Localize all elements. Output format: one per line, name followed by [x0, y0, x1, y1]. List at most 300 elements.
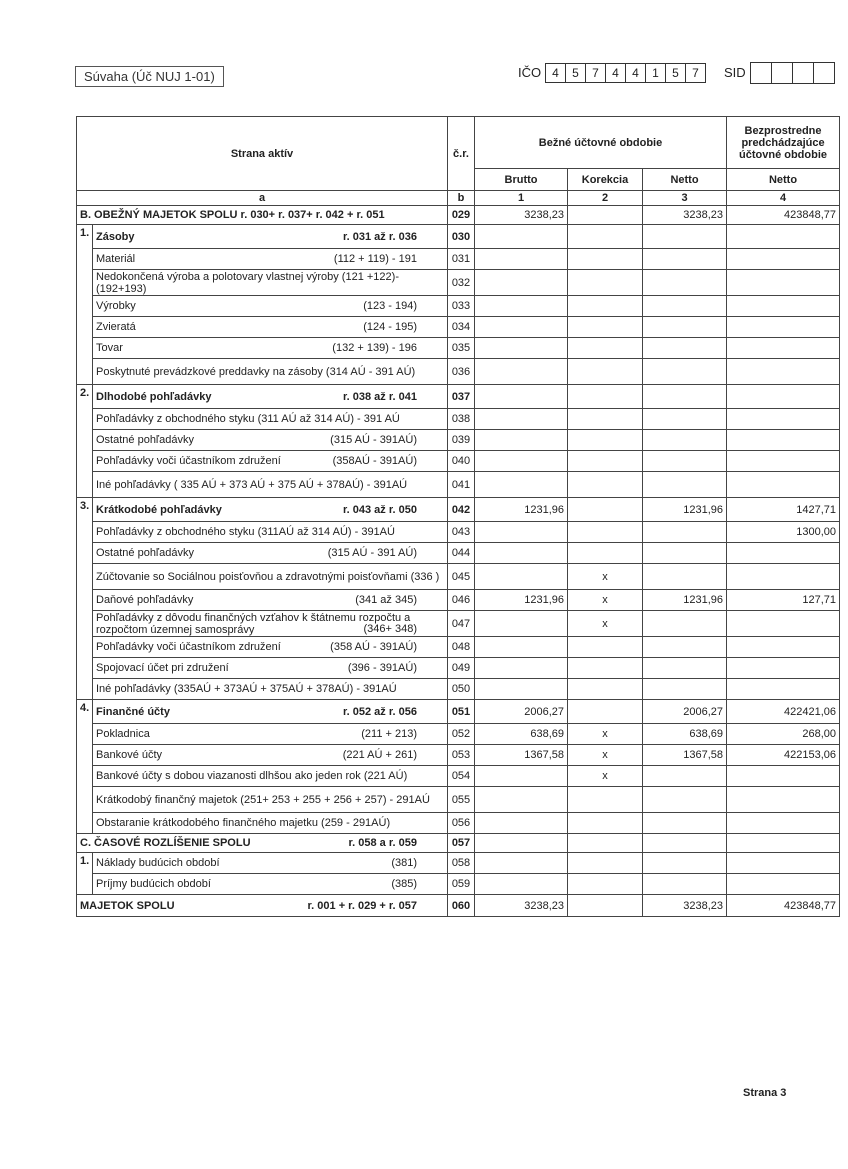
- cell-brutto: [475, 385, 568, 409]
- cell-korekcia: [568, 787, 643, 813]
- section-index: 1.: [77, 225, 93, 385]
- row-code: 045: [448, 564, 475, 590]
- row-description: [93, 359, 448, 385]
- row-code: 053: [448, 745, 475, 766]
- cell-netto-prev: [727, 270, 840, 296]
- cell-netto-prev: 422421,06: [727, 700, 840, 724]
- cell-netto: 3238,23: [643, 895, 727, 917]
- header-netto-prev: Netto: [727, 169, 840, 191]
- section-formula: r. 052 až r. 056: [342, 705, 417, 718]
- row-description: [93, 874, 448, 895]
- table-row: [77, 472, 840, 498]
- row-code: 030: [448, 225, 475, 249]
- row-code: 059: [448, 874, 475, 895]
- cell-brutto: [475, 225, 568, 249]
- table-row-section: [77, 700, 840, 724]
- ico-digit: 7: [692, 66, 699, 80]
- cell-brutto: 3238,23: [475, 206, 568, 225]
- row-description: [93, 451, 448, 472]
- cell-korekcia: [568, 522, 643, 543]
- col-3: 3: [643, 191, 727, 206]
- cell-netto: [643, 225, 727, 249]
- col-4: 4: [727, 191, 840, 206]
- row-formula: (112 + 119) - 191: [333, 253, 417, 265]
- cell-netto: 638,69: [643, 724, 727, 745]
- total-c-formula: r. 058 a r. 059: [348, 837, 417, 849]
- cell-netto: [643, 874, 727, 895]
- cell-brutto: [475, 813, 568, 834]
- cell-korekcia: [568, 679, 643, 700]
- row-formula: (315 AÚ - 391 AÚ): [327, 547, 417, 559]
- cell-netto-prev: [727, 874, 840, 895]
- row-code: 060: [448, 895, 475, 917]
- sid-box: [751, 63, 772, 83]
- cell-netto: [643, 679, 727, 700]
- table-row: [77, 787, 840, 813]
- row-code: 051: [448, 700, 475, 724]
- row-code: 055: [448, 787, 475, 813]
- row-code: 042: [448, 498, 475, 522]
- row-code: 040: [448, 451, 475, 472]
- row-label: Materiál: [96, 253, 136, 265]
- table-row: [77, 409, 840, 430]
- total-c-label: C. ČASOVÉ ROZLÍŠENIE SPOLU: [80, 837, 251, 849]
- cell-netto: [643, 249, 727, 270]
- row-formula: (358AÚ - 391AÚ): [332, 455, 417, 467]
- row-code: 037: [448, 385, 475, 409]
- row-label: Bankové účty: [96, 749, 163, 761]
- header-netto: Netto: [643, 169, 727, 191]
- sid-box: [772, 63, 793, 83]
- table-row: [77, 296, 840, 317]
- table-row-section: [77, 385, 840, 409]
- cell-brutto: [475, 338, 568, 359]
- row-label: Ostatné pohľadávky: [96, 434, 194, 446]
- cell-netto-prev: [727, 385, 840, 409]
- row-code: 033: [448, 296, 475, 317]
- cell-netto: 1231,96: [643, 590, 727, 611]
- row-formula: (315 AÚ - 391AÚ): [330, 434, 417, 446]
- row-code: 058: [448, 853, 475, 874]
- row-label: Zvieratá: [96, 321, 136, 333]
- table-body: [77, 206, 840, 917]
- cell-netto: [643, 338, 727, 359]
- col-1: 1: [475, 191, 568, 206]
- row-formula: (123 - 194): [363, 300, 417, 312]
- total-c-desc: [77, 834, 448, 853]
- row-description: [93, 564, 448, 590]
- row-code: 038: [448, 409, 475, 430]
- cell-korekcia: x: [568, 564, 643, 590]
- cell-netto: 1231,96: [643, 498, 727, 522]
- balance-sheet-table: [76, 116, 840, 917]
- row-description: [93, 637, 448, 658]
- cell-korekcia: [568, 451, 643, 472]
- row-label: Iné pohľadávky (335AÚ + 373AÚ + 375AÚ + 378AÚ) - 391AÚ: [96, 683, 397, 695]
- cell-netto-prev: 423848,77: [727, 895, 840, 917]
- ico-digit: 5: [566, 64, 586, 82]
- row-description: [93, 317, 448, 338]
- row-formula: (346+ 348): [363, 623, 417, 635]
- cell-brutto: 638,69: [475, 724, 568, 745]
- cell-brutto: [475, 874, 568, 895]
- row-description: [93, 338, 448, 359]
- table-row: [77, 611, 840, 637]
- cell-netto-prev: 423848,77: [727, 206, 840, 225]
- section-index: 2.: [77, 385, 93, 498]
- table-row: [77, 564, 840, 590]
- sid-label: SID: [724, 65, 746, 80]
- cell-brutto: [475, 679, 568, 700]
- cell-korekcia: [568, 895, 643, 917]
- cell-korekcia: [568, 270, 643, 296]
- cell-netto: 3238,23: [643, 206, 727, 225]
- table-row: [77, 658, 840, 679]
- row-description: [93, 296, 448, 317]
- row-code: 046: [448, 590, 475, 611]
- row-label: Tovar: [96, 342, 123, 354]
- cell-brutto: [475, 564, 568, 590]
- row-formula: (221 AÚ + 261): [342, 749, 417, 761]
- cell-netto-prev: [727, 472, 840, 498]
- cell-korekcia: x: [568, 611, 643, 637]
- ico-digit: 7: [586, 64, 606, 82]
- cell-brutto: [475, 296, 568, 317]
- cell-netto-prev: [727, 451, 840, 472]
- row-label: Spojovací účet pri združení: [96, 662, 229, 674]
- cell-brutto: [475, 451, 568, 472]
- row-label: Pokladnica: [96, 728, 150, 740]
- row-description: [93, 409, 448, 430]
- sid-box: [814, 63, 834, 83]
- row-description: [93, 724, 448, 745]
- cell-brutto: [475, 249, 568, 270]
- row-code: 043: [448, 522, 475, 543]
- section-title-text: Dlhodobé pohľadávky: [96, 390, 212, 403]
- cell-netto-prev: [727, 679, 840, 700]
- cell-korekcia: [568, 813, 643, 834]
- total-b-label: B. OBEŽNÝ MAJETOK SPOLU r. 030+ r. 037+ r. 042 + r. 051: [77, 206, 448, 225]
- cell-brutto: [475, 637, 568, 658]
- table-row-total-c: [77, 834, 840, 853]
- row-description: [93, 611, 448, 637]
- row-description: [93, 472, 448, 498]
- table-row: [77, 359, 840, 385]
- cell-netto-prev: [727, 317, 840, 338]
- row-code: 039: [448, 430, 475, 451]
- page-number: Strana 3: [743, 1087, 787, 1099]
- cell-netto-prev: [727, 225, 840, 249]
- table-row: [77, 430, 840, 451]
- cell-brutto: [475, 270, 568, 296]
- row-code: 049: [448, 658, 475, 679]
- row-formula: (385): [391, 878, 417, 890]
- table-row: [77, 249, 840, 270]
- row-description: [93, 745, 448, 766]
- col-b: b: [448, 191, 475, 206]
- cell-korekcia: [568, 385, 643, 409]
- row-formula: (358 AÚ - 391AÚ): [330, 641, 417, 653]
- cell-brutto: [475, 409, 568, 430]
- cell-korekcia: [568, 700, 643, 724]
- cell-korekcia: [568, 874, 643, 895]
- row-label: Ostatné pohľadávky: [96, 547, 194, 559]
- section-title-text: Finančné účty: [96, 705, 170, 718]
- cell-korekcia: [568, 472, 643, 498]
- table-row: [77, 451, 840, 472]
- cell-korekcia: [568, 430, 643, 451]
- row-label: Krátkodobý finančný majetok (251+ 253 + 255 + 256 + 257) - 291AÚ: [96, 793, 430, 806]
- cell-netto-prev: [727, 359, 840, 385]
- cell-brutto: 3238,23: [475, 895, 568, 917]
- section-title: [93, 225, 448, 249]
- row-code: 056: [448, 813, 475, 834]
- section-formula: r. 038 až r. 041: [342, 390, 417, 403]
- cell-netto: [643, 296, 727, 317]
- cell-korekcia: [568, 317, 643, 338]
- cell-brutto: 1231,96: [475, 498, 568, 522]
- row-label: Pohľadávky z dôvodu finančných vzťahov k štátnemu rozpočtu a rozpočtom územnej samosprávy: [96, 611, 411, 636]
- header-korekcia: Korekcia: [568, 169, 643, 191]
- header-strana-aktiv: Strana aktív: [77, 117, 448, 191]
- cell-netto: [643, 611, 727, 637]
- col-2: 2: [568, 191, 643, 206]
- row-formula: (381): [391, 857, 417, 869]
- row-code: 031: [448, 249, 475, 270]
- row-formula: (124 - 195): [363, 321, 417, 333]
- cell-netto-prev: [727, 296, 840, 317]
- cell-korekcia: [568, 853, 643, 874]
- row-label: Pohľadávky voči účastníkom združení: [96, 455, 281, 467]
- row-formula: (341 až 345): [355, 594, 417, 606]
- row-description: [93, 658, 448, 679]
- cell-brutto: [475, 766, 568, 787]
- cell-brutto: [475, 359, 568, 385]
- sid-boxes: [750, 62, 835, 84]
- total-majetok-label: MAJETOK SPOLU: [80, 899, 175, 912]
- row-label: Pohľadávky z obchodného styku (311 AÚ až 314 AÚ) - 391 AÚ: [96, 413, 400, 425]
- header-bezne-obdobie: Bežné účtovné obdobie: [475, 117, 727, 169]
- row-description: [93, 853, 448, 874]
- header-brutto: Brutto: [475, 169, 568, 191]
- cell-korekcia: [568, 296, 643, 317]
- cell-netto-prev: [727, 564, 840, 590]
- cell-brutto: 1231,96: [475, 590, 568, 611]
- cell-netto: [643, 451, 727, 472]
- cell-brutto: [475, 853, 568, 874]
- cell-korekcia: [568, 206, 643, 225]
- row-label: Daňové pohľadávky: [96, 594, 194, 606]
- row-description: [93, 787, 448, 813]
- cell-brutto: 1367,58: [475, 745, 568, 766]
- row-label: Poskytnuté prevádzkové preddavky na zásoby (314 AÚ - 391 AÚ): [96, 365, 416, 378]
- row-code: 029: [448, 206, 475, 225]
- table-row: [77, 813, 840, 834]
- section-formula: r. 043 až r. 050: [342, 503, 417, 516]
- row-label: Iné pohľadávky ( 335 AÚ + 373 AÚ + 375 AÚ + 378AÚ) - 391AÚ: [96, 478, 408, 491]
- row-description: [93, 590, 448, 611]
- total-majetok-desc: [77, 895, 448, 917]
- ico-digit: 1: [646, 64, 666, 82]
- header-cr: č.r.: [448, 117, 475, 191]
- cell-netto-prev: [727, 430, 840, 451]
- section-title: [93, 700, 448, 724]
- cell-korekcia: [568, 543, 643, 564]
- cell-korekcia: [568, 225, 643, 249]
- cell-netto: [643, 658, 727, 679]
- cell-netto-prev: [727, 338, 840, 359]
- cell-netto-prev: 127,71: [727, 590, 840, 611]
- table-row: [77, 637, 840, 658]
- row-description: [93, 249, 448, 270]
- header-predchadzajuce-obdobie: Bezprostredne predchádzajúce účtovné obdobie: [727, 117, 840, 169]
- row-code: 036: [448, 359, 475, 385]
- cell-korekcia: x: [568, 745, 643, 766]
- cell-brutto: [475, 787, 568, 813]
- cell-korekcia: [568, 834, 643, 853]
- ico-digit: 4: [546, 64, 566, 82]
- section-title-text: Krátkodobé pohľadávky: [96, 503, 222, 516]
- cell-netto-prev: [727, 611, 840, 637]
- cell-korekcia: [568, 498, 643, 522]
- ico-digit: 4: [626, 64, 646, 82]
- row-description: [93, 766, 448, 787]
- cell-netto: [643, 564, 727, 590]
- cell-korekcia: [568, 409, 643, 430]
- cell-brutto: [475, 522, 568, 543]
- table-row: [77, 745, 840, 766]
- cell-netto-prev: 1427,71: [727, 498, 840, 522]
- row-description: [93, 270, 448, 296]
- cell-netto: 2006,27: [643, 700, 727, 724]
- cell-korekcia: x: [568, 724, 643, 745]
- table-row: [77, 874, 840, 895]
- cell-netto: [643, 317, 727, 338]
- table-row: [77, 270, 840, 296]
- table-row-section: [77, 498, 840, 522]
- cell-netto: [643, 409, 727, 430]
- cell-netto-prev: [727, 853, 840, 874]
- row-label: Pohľadávky voči účastníkom združení: [96, 641, 281, 653]
- col-a: a: [77, 191, 448, 206]
- row-description: [93, 679, 448, 700]
- cell-brutto: [475, 543, 568, 564]
- row-label: Výrobky: [96, 300, 136, 312]
- cell-netto: [643, 853, 727, 874]
- section-index: 1.: [77, 853, 93, 895]
- cell-korekcia: [568, 249, 643, 270]
- row-description: [93, 430, 448, 451]
- table-row: [77, 590, 840, 611]
- row-code: 050: [448, 679, 475, 700]
- table-row: [77, 679, 840, 700]
- cell-netto-prev: 268,00: [727, 724, 840, 745]
- cell-korekcia: x: [568, 590, 643, 611]
- cell-netto-prev: [727, 543, 840, 564]
- cell-korekcia: [568, 338, 643, 359]
- table-row-section: [77, 225, 840, 249]
- table-row: [77, 543, 840, 564]
- section-index: 3.: [77, 498, 93, 700]
- section-formula: r. 031 až r. 036: [342, 230, 417, 243]
- cell-korekcia: [568, 637, 643, 658]
- row-label: Pohľadávky z obchodného styku (311AÚ až 314 AÚ) - 391AÚ: [96, 526, 395, 538]
- table-row: [77, 522, 840, 543]
- cell-netto-prev: [727, 409, 840, 430]
- ico-label: IČO: [518, 65, 542, 80]
- table-row: [77, 766, 840, 787]
- row-formula: (211 + 213): [361, 728, 417, 740]
- row-code: 041: [448, 472, 475, 498]
- cell-netto-prev: [727, 249, 840, 270]
- row-label: Nedokončená výroba a polotovary vlastnej výroby (121 +122)-(192+193): [96, 270, 399, 295]
- cell-netto: 1367,58: [643, 745, 727, 766]
- cell-netto: [643, 787, 727, 813]
- row-label: Bankové účty s dobou viazanosti dlhšou ako jeden rok (221 AÚ): [96, 770, 408, 782]
- cell-netto: [643, 385, 727, 409]
- section-index: 4.: [77, 700, 93, 834]
- table-row: [77, 317, 840, 338]
- cell-netto-prev: 422153,06: [727, 745, 840, 766]
- cell-netto: [643, 522, 727, 543]
- table-row: [77, 724, 840, 745]
- cell-netto-prev: [727, 766, 840, 787]
- cell-brutto: [475, 430, 568, 451]
- row-formula: (396 - 391AÚ): [347, 662, 417, 674]
- row-description: [93, 543, 448, 564]
- cell-brutto: [475, 834, 568, 853]
- cell-brutto: [475, 611, 568, 637]
- cell-netto: [643, 430, 727, 451]
- row-code: 035: [448, 338, 475, 359]
- cell-netto: [643, 813, 727, 834]
- row-label: Zúčtovanie so Sociálnou poisťovňou a zdravotnými poisťovňami (336 ): [96, 570, 440, 583]
- cell-netto: [643, 359, 727, 385]
- row-code: 034: [448, 317, 475, 338]
- row-code: 054: [448, 766, 475, 787]
- row-label: Príjmy budúcich období: [96, 878, 211, 890]
- cell-brutto: [475, 658, 568, 679]
- total-majetok-formula: r. 001 + r. 029 + r. 057: [307, 899, 417, 912]
- table-row-total-b: [77, 206, 840, 225]
- cell-brutto: [475, 317, 568, 338]
- row-label: Obstaranie krátkodobého finančného majetku (259 - 291AÚ): [96, 817, 391, 829]
- row-description: [93, 522, 448, 543]
- row-description: [93, 813, 448, 834]
- cell-netto: [643, 766, 727, 787]
- table-row-total-majetok: [77, 895, 840, 917]
- ico-digit: 4: [606, 64, 626, 82]
- sid-box: [793, 63, 814, 83]
- cell-netto-prev: 1300,00: [727, 522, 840, 543]
- cell-netto: [643, 270, 727, 296]
- section-title: [93, 498, 448, 522]
- table-row: [77, 338, 840, 359]
- cell-korekcia: [568, 658, 643, 679]
- cell-netto-prev: [727, 637, 840, 658]
- cell-netto-prev: [727, 787, 840, 813]
- ico-digit: 5: [666, 64, 686, 82]
- cell-netto: [643, 637, 727, 658]
- cell-netto-prev: [727, 834, 840, 853]
- row-code: 048: [448, 637, 475, 658]
- cell-netto-prev: [727, 813, 840, 834]
- cell-korekcia: x: [568, 766, 643, 787]
- row-formula: (132 + 139) - 196: [332, 342, 417, 354]
- table-row: [77, 853, 840, 874]
- cell-netto: [643, 834, 727, 853]
- cell-brutto: [475, 472, 568, 498]
